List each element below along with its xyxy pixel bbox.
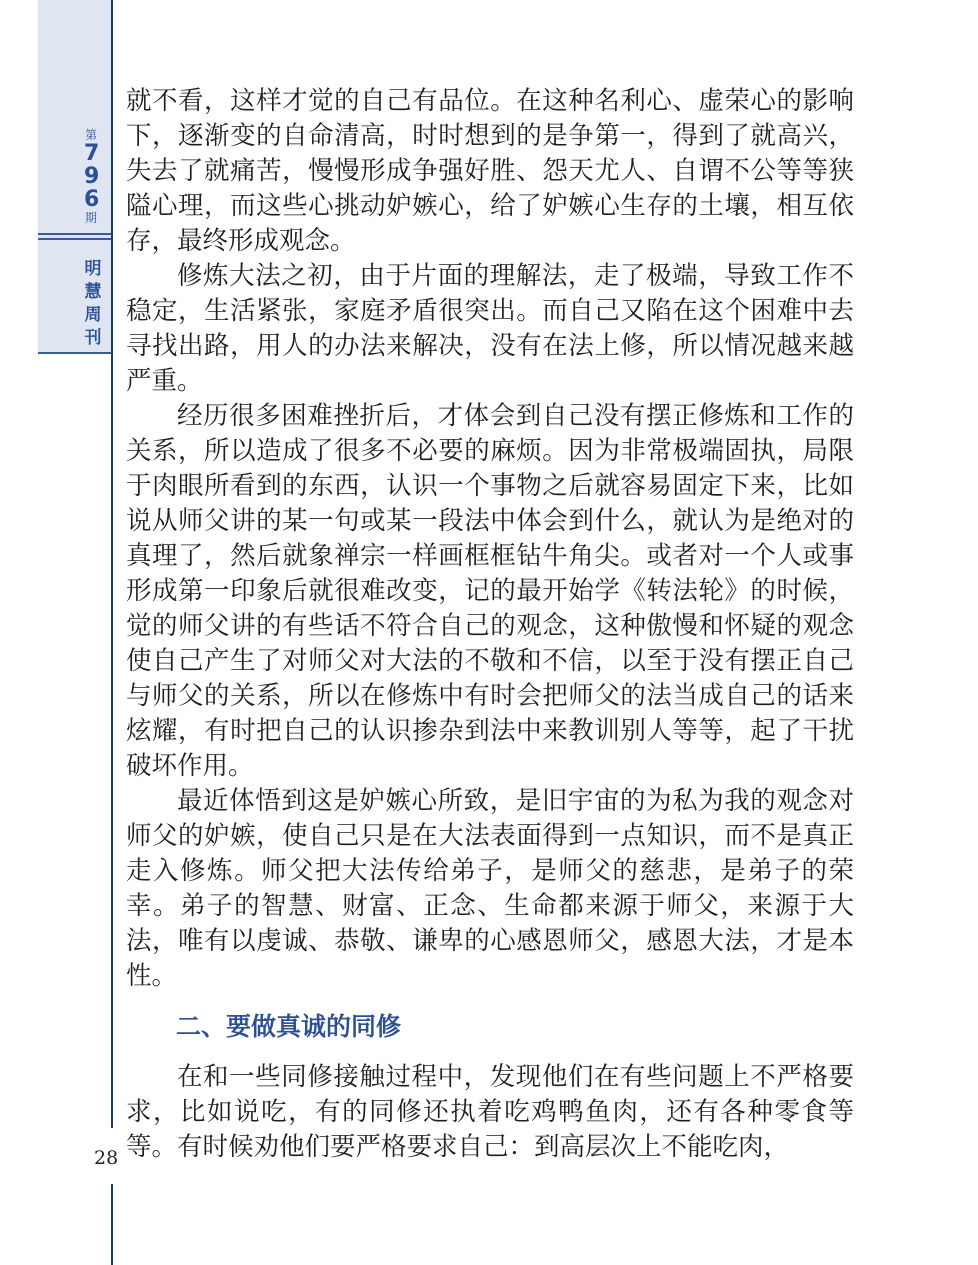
divider [38,233,112,235]
margin-rule [111,0,113,1265]
issue-prefix: 第 [84,128,97,142]
page-number: 28 [94,1147,119,1169]
magazine-name: 明慧周刊 [84,259,102,348]
section-heading: 二、要做真诚的同修 [176,1012,402,1041]
paragraph: 就不看，这样才觉的自己有品位。在这种名利心、虚荣心的影响下，逐渐变的自命清高，时时想到的是争第一，得到了就高兴，失去了就痛苦，慢慢形成争强好胜、怨天尤人、自谓不公等等狭隘心理，而这些心挑动妒嫉心，给了妒嫉心生存的土壤，相互依存，最终形成观念。 [126,86,854,256]
divider [38,352,112,354]
paragraph: 在和一些同修接触过程中，发现他们在有些问题上不严格要求，比如说吃，有的同修还执着吃鸡鸭鱼肉，还有各种零食等等。有时候劝他们要严格要求自己：到高层次上不能吃肉， [126,1062,854,1162]
issue-suffix: 期 [84,211,97,225]
issue-number: 796 [84,141,100,212]
article-body [126,84,854,1165]
paragraph: 最近体悟到这是妒嫉心所致，是旧宇宙的为私为我的观念对师父的妒嫉，使自己只是在大法表面得到一点知识，而不是真正走入修炼。师父把大法传给弟子，是师父的慈悲，是弟子的荣幸。弟子的智慧、财富、正念、生命都来源于师父，来源于大法，唯有以虔诚、恭敬、谦卑的心感恩师父，感恩大法，才是本性。 [126,786,854,991]
paragraph: 修炼大法之初，由于片面的理解法，走了极端，导致工作不稳定，生活紧张，家庭矛盾很突出。而自己又陷在这个困难中去寻找出路，用人的办法来解决，没有在法上修，所以情况越来越严重。 [126,261,854,396]
paragraph: 经历很多困难挫折后，才体会到自己没有摆正修炼和工作的关系，所以造成了很多不必要的麻烦。因为非常极端固执，局限于肉眼所看到的东西，认识一个事物之后就容易固定下来，比如说从师父讲的某一句或某一段法中体会到什么，就认为是绝对的真理了，然后就象禅宗一样画框框钻牛角尖。或者对一个人或事形成第一印象后就很难改变，记的最开始学《转法轮》的时候，觉的师父讲的有些话不符合自己的观念，这种傲慢和怀疑的观念使自己产生了对师父对大法的不敬和不信，以至于没有摆正自己与师父的关系，所以在修炼中有时会把师父的法当成自己的话来炫耀，有时把自己的认识掺杂到法中来教训别人等等，起了干扰破坏作用。 [126,401,854,781]
issue-label [76,128,106,225]
divider [38,238,112,240]
